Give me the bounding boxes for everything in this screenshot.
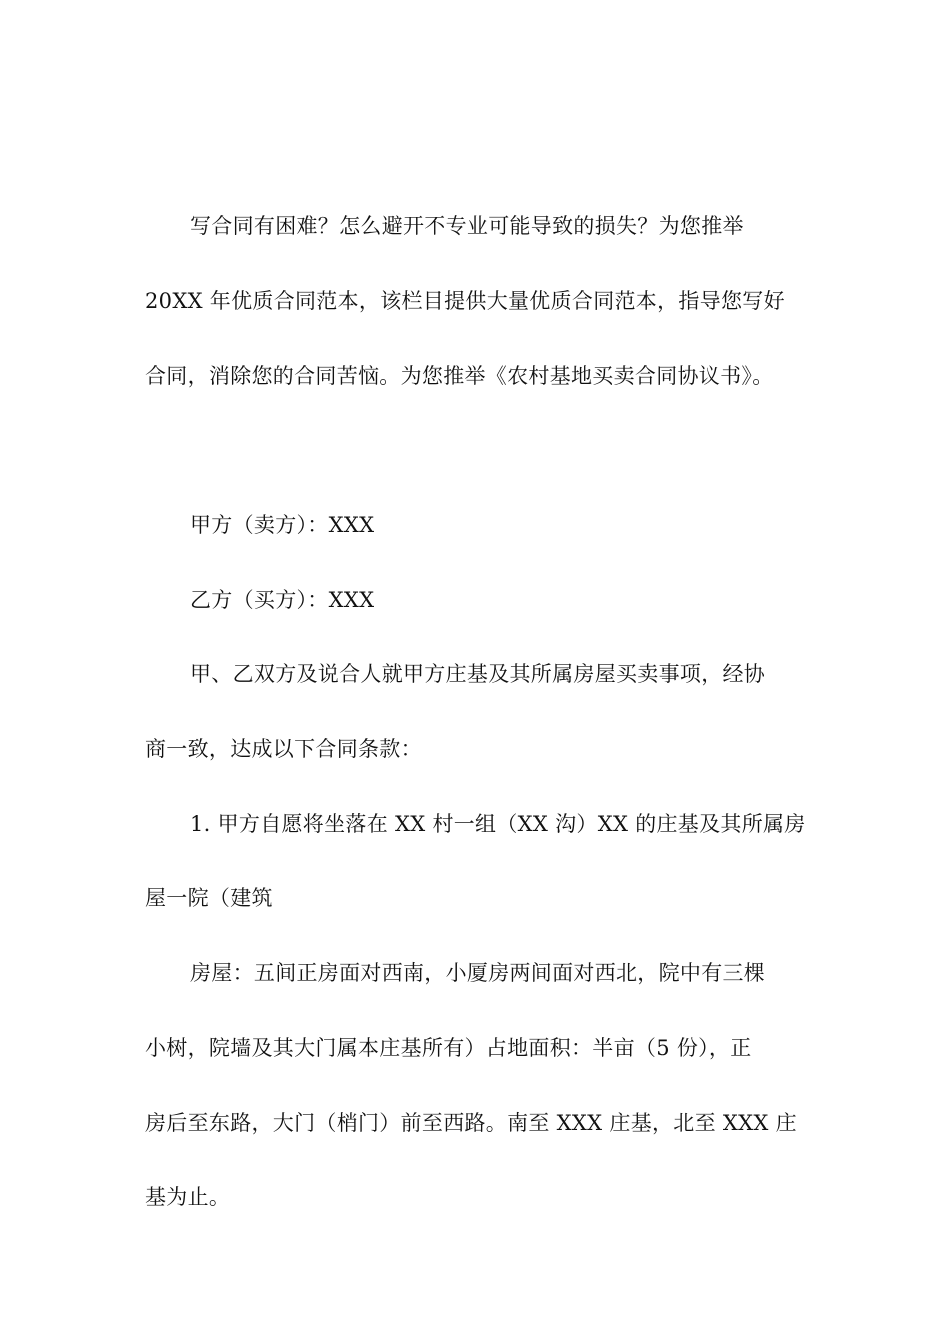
intro-line-2: 20XX 年优质合同范本，该栏目提供大量优质合同范本，指导您写好	[145, 289, 785, 313]
agreement-line-1: 甲、乙双方及说合人就甲方庄基及其所属房屋买卖事项，经协	[190, 662, 766, 686]
clause-1-line-4: 小树，院墙及其大门属本庄基所有）占地面积：半亩（5 份），正	[145, 1036, 752, 1060]
agreement-line-2: 商一致，达成以下合同条款：	[145, 737, 422, 761]
clause-1-line-3: 房屋：五间正房面对西南，小厦房两间面对西北，院中有三棵	[190, 961, 766, 985]
clause-1-line-2: 屋一院（建筑	[145, 886, 273, 910]
intro-line-3: 合同，消除您的合同苦恼。为您推举《农村基地买卖合同协议书》。	[145, 364, 774, 388]
clause-1-line-5: 房后至东路，大门（梢门）前至西路。南至 XXX 庄基，北至 XXX 庄	[145, 1111, 797, 1135]
clause-1-line-1: 1. 甲方自愿将坐落在 XX 村一组（XX 沟）XX 的庄基及其所属房	[190, 812, 806, 836]
party-a-line: 甲方（卖方）：XXX	[190, 513, 375, 537]
intro-line-1: 写合同有困难？怎么避开不专业可能导致的损失？为您推举	[190, 214, 744, 238]
clause-1-line-6: 基为止。	[145, 1185, 231, 1209]
party-b-line: 乙方（买方）：XXX	[190, 588, 375, 612]
